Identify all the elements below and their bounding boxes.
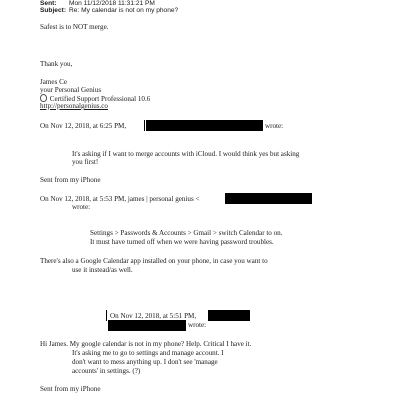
quote3-text-line1: Hi James. My google calendar is not in my phone? Help. Critical I have it. — [40, 340, 252, 348]
quote3-text-line3: don't want to mess anything up. I don't see 'manage — [72, 358, 218, 366]
quote1-text-line1: It's asking if I want to merge accounts with iCloud. I would think yes but asking — [72, 150, 300, 158]
apple-logo-icon — [40, 94, 47, 102]
subject-value: Re: My calendar is not on my phone? — [69, 7, 179, 14]
quote1-cursor-bar — [144, 120, 145, 131]
quote2-attribution-start: On Nov 12, 2018, at 5:53 PM, james | personal genius < — [40, 195, 200, 203]
redaction-block — [225, 193, 312, 204]
reply-line: Safest is to NOT merge. — [40, 23, 109, 31]
signature-title: your Personal Genius — [40, 86, 102, 94]
redaction-block — [146, 120, 263, 131]
signature-name: James Ce — [40, 78, 67, 86]
quote1-text-line2: you first! — [72, 158, 99, 166]
sent-from-iphone-2: Sent from my iPhone — [40, 385, 101, 393]
quote3-text-line4: accounts' in settings. (?) — [72, 367, 141, 375]
quote2-attribution-wrote: wrote: — [72, 203, 91, 211]
subject-label: Subject: — [40, 7, 67, 14]
quote1-attribution-end: wrote: — [265, 122, 284, 130]
quote3-attribution-wrote: wrote: — [188, 321, 207, 329]
quote2-text-line4: use it instead/as well. — [72, 266, 133, 274]
signature-cert: Certified Support Professional 10.6 — [49, 95, 151, 103]
sent-value: Mon 11/12/2018 11:31:21 PM — [69, 0, 155, 7]
sent-from-iphone-1: Sent from my iPhone — [40, 176, 101, 184]
redaction-block — [208, 310, 250, 321]
thanks-line: Thank you, — [40, 60, 73, 68]
quote2-text-line2: It must have turned off when we were having password troubles. — [90, 238, 274, 246]
quote1-attribution-start: On Nov 12, 2018, at 6:25 PM, — [40, 122, 127, 130]
quote3-cursor-bar — [106, 310, 107, 321]
redaction-block — [108, 320, 186, 331]
quote3-attribution-start: On Nov 12, 2018, at 5:51 PM, — [110, 312, 197, 320]
quote2-text-line3: There's also a Google Calendar app installed on your phone, in case you want to — [40, 257, 268, 265]
signature-link[interactable]: http://personalgenius.co — [40, 102, 108, 110]
quote3-text-line2: It's asking me to go to settings and manage account. I — [72, 349, 224, 357]
quote2-text-line1: Settings > Passwords & Accounts > Gmail > switch Calendar to on. — [90, 229, 283, 237]
sent-label: Sent: — [40, 0, 57, 7]
subject-row — [40, 7, 178, 15]
